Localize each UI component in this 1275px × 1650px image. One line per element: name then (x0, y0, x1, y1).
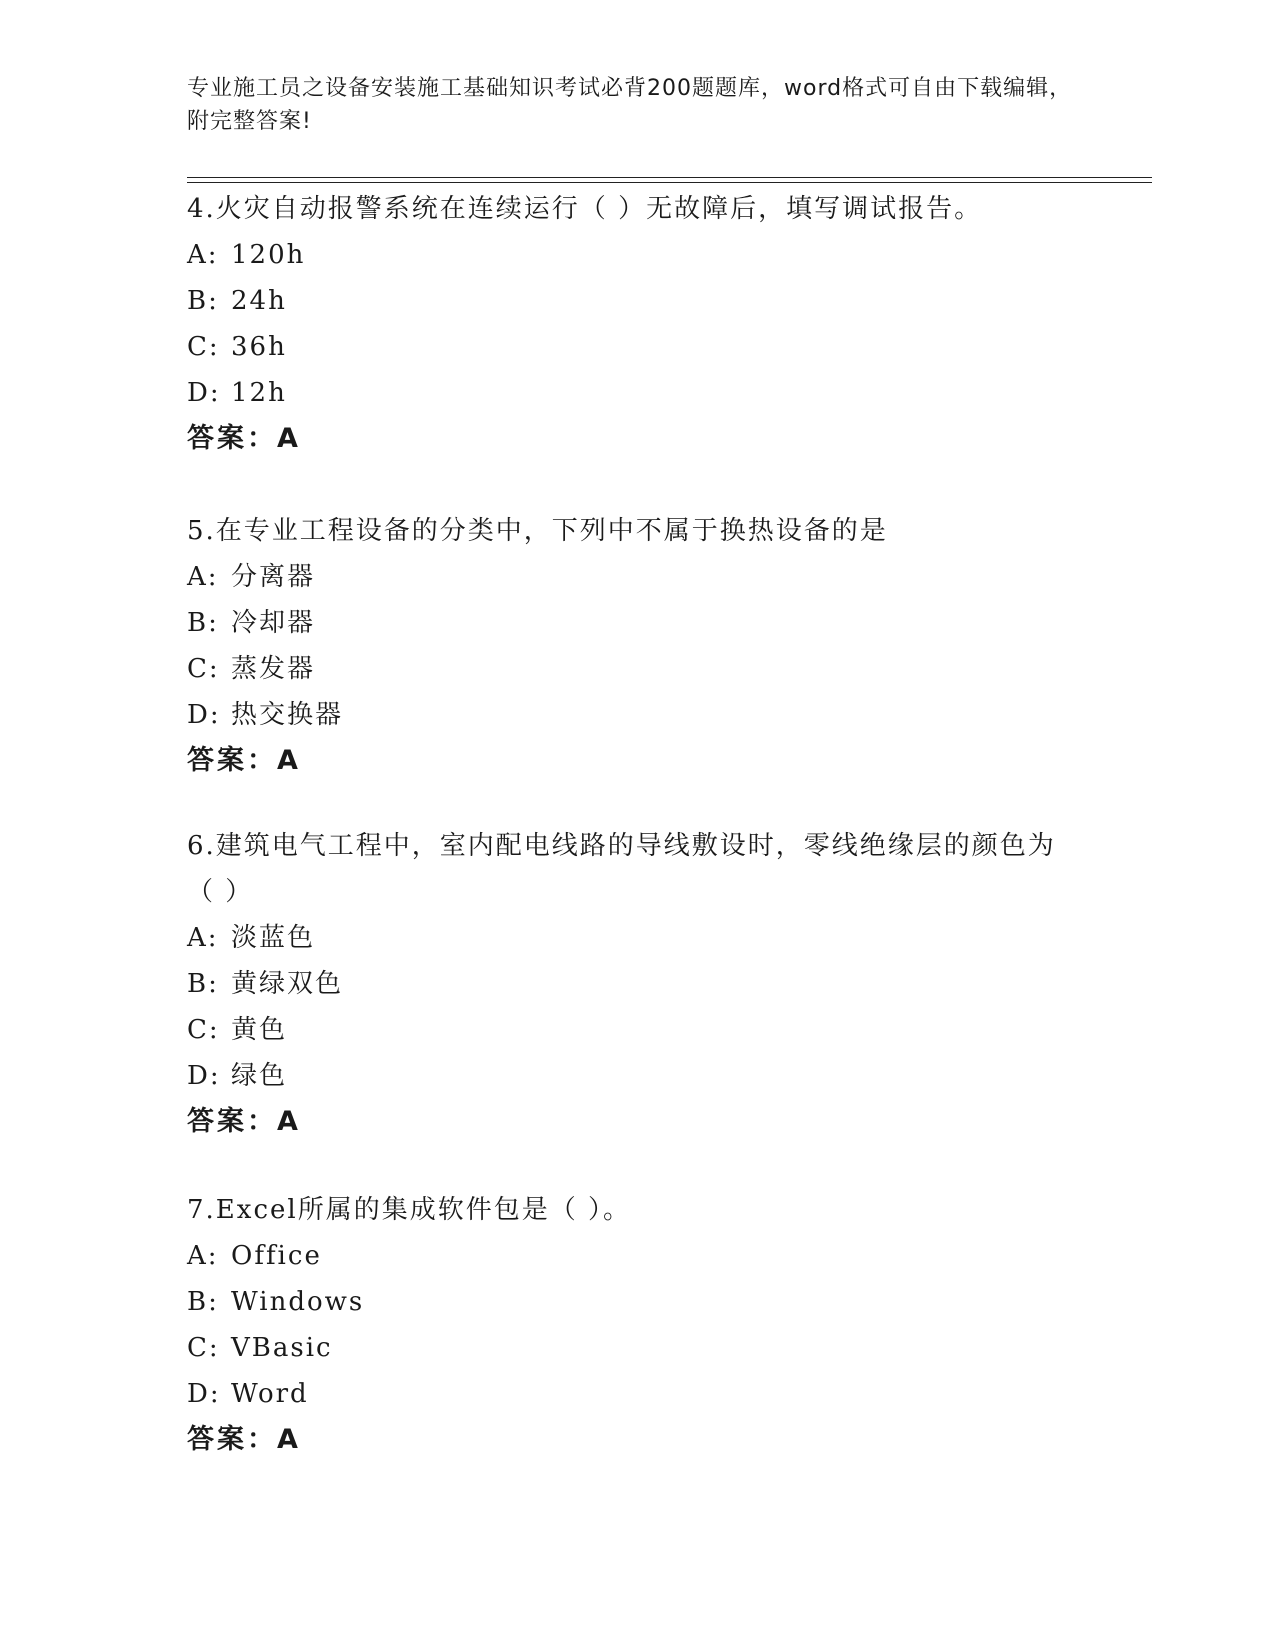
answer-line: 答案：A (187, 423, 301, 454)
option-label: D: (187, 378, 221, 408)
option-label: B: (187, 608, 219, 638)
option-a (187, 915, 1087, 961)
option-text: 120h (231, 240, 306, 270)
header-divider-top (187, 177, 1152, 178)
option-label: D: (187, 1061, 221, 1091)
option-text: 黄绿双色 (231, 969, 344, 999)
option-label: A: (187, 1241, 219, 1271)
option-label: A: (187, 562, 219, 592)
option-a (187, 1233, 1087, 1279)
option-c (187, 646, 1087, 692)
option-b (187, 961, 1087, 1007)
option-a (187, 232, 1087, 278)
option-b (187, 600, 1087, 646)
option-text: 36h (231, 332, 287, 362)
option-label: B: (187, 1287, 219, 1317)
option-text: Word (231, 1379, 309, 1409)
option-label: A: (187, 923, 219, 953)
question-4 (187, 186, 1087, 462)
option-label: C: (187, 654, 220, 684)
option-label: C: (187, 332, 220, 362)
question-6 (187, 823, 1087, 1145)
option-label: C: (187, 1333, 220, 1363)
option-text: 黄色 (231, 1015, 288, 1045)
option-text: 分离器 (231, 562, 316, 592)
option-c (187, 1007, 1087, 1053)
option-label: B: (187, 286, 219, 316)
option-text: 热交换器 (231, 700, 344, 730)
option-d (187, 370, 1087, 416)
option-b (187, 278, 1087, 324)
question-stem: 7.Excel所属的集成软件包是（ ）。 (187, 1195, 631, 1225)
option-c (187, 324, 1087, 370)
option-label: A: (187, 240, 219, 270)
answer-line: 答案：A (187, 745, 301, 776)
question-5 (187, 508, 1087, 784)
option-text: Office (231, 1241, 322, 1271)
option-text: 冷却器 (231, 608, 316, 638)
question-stem: 5.在专业工程设备的分类中，下列中不属于换热设备的是 (187, 516, 888, 546)
option-a (187, 554, 1087, 600)
option-text: 绿色 (231, 1061, 288, 1091)
option-label: C: (187, 1015, 220, 1045)
option-text: 淡蓝色 (231, 923, 316, 953)
question-7 (187, 1187, 1087, 1463)
option-d (187, 1053, 1087, 1099)
question-stem: 4.火灾自动报警系统在连续运行（ ）无故障后，填写调试报告。 (187, 194, 983, 224)
answer-line: 答案：A (187, 1424, 301, 1455)
option-text: VBasic (231, 1333, 333, 1363)
option-text: 蒸发器 (231, 654, 316, 684)
option-label: D: (187, 700, 221, 730)
document-title: 专业施工员之设备安装施工基础知识考试必背200题题库，word格式可自由下载编辑，附完整答案! (187, 76, 1073, 134)
option-text: Windows (231, 1287, 365, 1317)
option-text: 24h (231, 286, 287, 316)
answer-line: 答案：A (187, 1106, 301, 1137)
option-c (187, 1325, 1087, 1371)
option-label: B: (187, 969, 219, 999)
option-d (187, 1371, 1087, 1417)
option-b (187, 1279, 1087, 1325)
option-d (187, 692, 1087, 738)
header-divider-bottom (187, 182, 1152, 183)
option-text: 12h (231, 378, 287, 408)
option-label: D: (187, 1379, 221, 1409)
question-stem: 6.建筑电气工程中，室内配电线路的导线敷设时，零线绝缘层的颜色为（ ） (187, 831, 1056, 907)
